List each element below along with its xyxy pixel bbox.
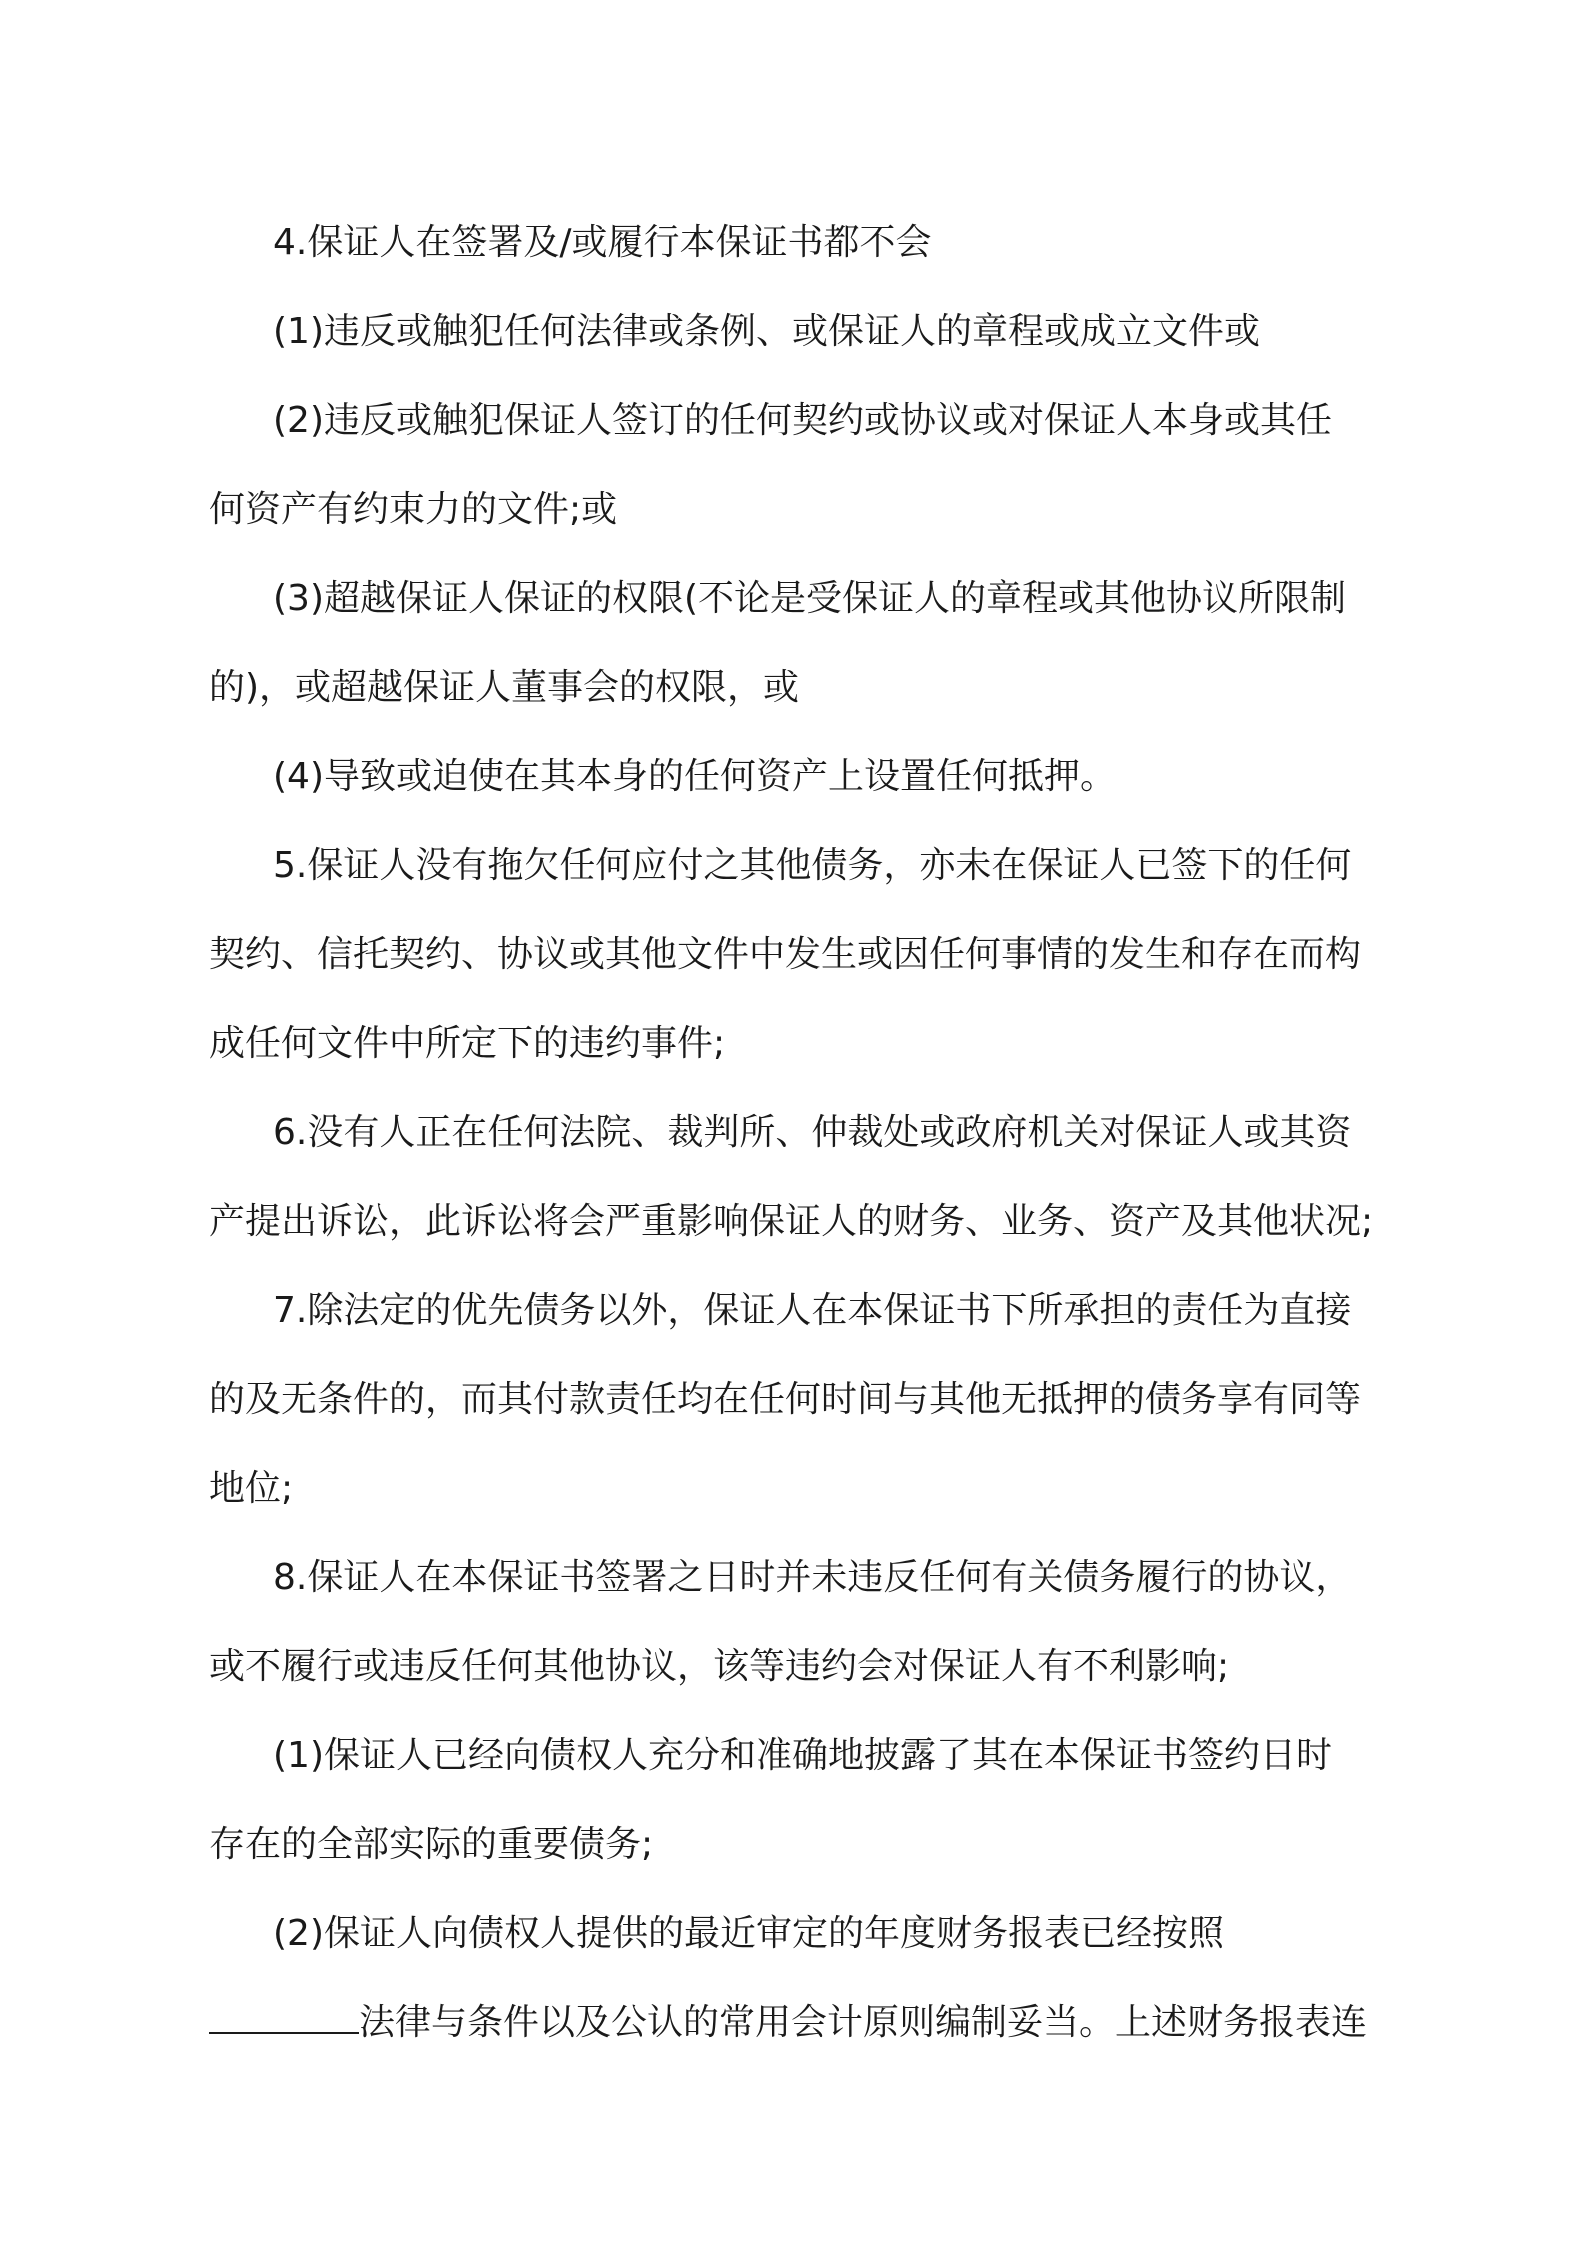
paragraph-clause-6 xyxy=(209,1088,1409,1266)
paragraph-clause-8-2 xyxy=(209,1889,1409,2067)
text-line: (1)违反或触犯任何法律或条例、或保证人的章程或成立文件或 xyxy=(273,311,1260,352)
text-line: 6.没有人正在任何法院、裁判所、仲裁处或政府机关对保证人或其资 xyxy=(273,1112,1352,1153)
text-line: 产提出诉讼，此诉讼将会严重影响保证人的财务、业务、资产及其他状况; xyxy=(209,1201,1374,1242)
text-line: 的及无条件的，而其付款责任均在任何时间与其他无抵押的债务享有同等 xyxy=(209,1379,1362,1420)
paragraph-clause-4 xyxy=(209,198,1409,287)
text-line: 8.保证人在本保证书签署之日时并未违反任何有关债务履行的协议， xyxy=(273,1557,1352,1598)
text-line: 法律与条件以及公认的常用会计原则编制妥当。上述财务报表连 xyxy=(359,2002,1368,2043)
text-line: (2)保证人向债权人提供的最近审定的年度财务报表已经按照 xyxy=(273,1913,1224,1954)
text-line: (3)超越保证人保证的权限(不论是受保证人的章程或其他协议所限制 xyxy=(273,578,1347,619)
paragraph-clause-4-3 xyxy=(209,554,1409,732)
paragraph-clause-8 xyxy=(209,1533,1409,1711)
text-line: 4.保证人在签署及/或履行本保证书都不会 xyxy=(273,222,932,263)
fill-in-blank xyxy=(209,2006,359,2034)
paragraph-clause-5 xyxy=(209,821,1409,1088)
text-line: 7.除法定的优先债务以外，保证人在本保证书下所承担的责任为直接 xyxy=(273,1290,1352,1331)
text-line: 地位; xyxy=(209,1468,294,1509)
text-line: 的)，或超越保证人董事会的权限，或 xyxy=(209,667,800,708)
text-line: (1)保证人已经向债权人充分和准确地披露了其在本保证书签约日时 xyxy=(273,1735,1332,1776)
paragraph-clause-4-1 xyxy=(209,287,1409,376)
text-line: 何资产有约束力的文件;或 xyxy=(209,489,618,530)
paragraph-clause-4-2 xyxy=(209,376,1409,554)
text-line: 契约、信托契约、协议或其他文件中发生或因任何事情的发生和存在而构 xyxy=(209,934,1362,975)
text-line: 成任何文件中所定下的违约事件; xyxy=(209,1023,726,1064)
paragraph-clause-7 xyxy=(209,1266,1409,1533)
paragraph-clause-8-1 xyxy=(209,1711,1409,1889)
text-line: 或不履行或违反任何其他协议，该等违约会对保证人有不利影响; xyxy=(209,1646,1230,1687)
paragraph-clause-4-4 xyxy=(209,732,1409,821)
document-body xyxy=(209,198,1409,2067)
text-line-with-blank xyxy=(145,1978,1409,2067)
text-line: 存在的全部实际的重要债务; xyxy=(209,1824,654,1865)
text-line: (2)违反或触犯保证人签订的任何契约或协议或对保证人本身或其任 xyxy=(273,400,1332,441)
text-line: 5.保证人没有拖欠任何应付之其他债务，亦未在保证人已签下的任何 xyxy=(273,845,1352,886)
text-line: (4)导致或迫使在其本身的任何资产上设置任何抵押。 xyxy=(273,756,1116,797)
